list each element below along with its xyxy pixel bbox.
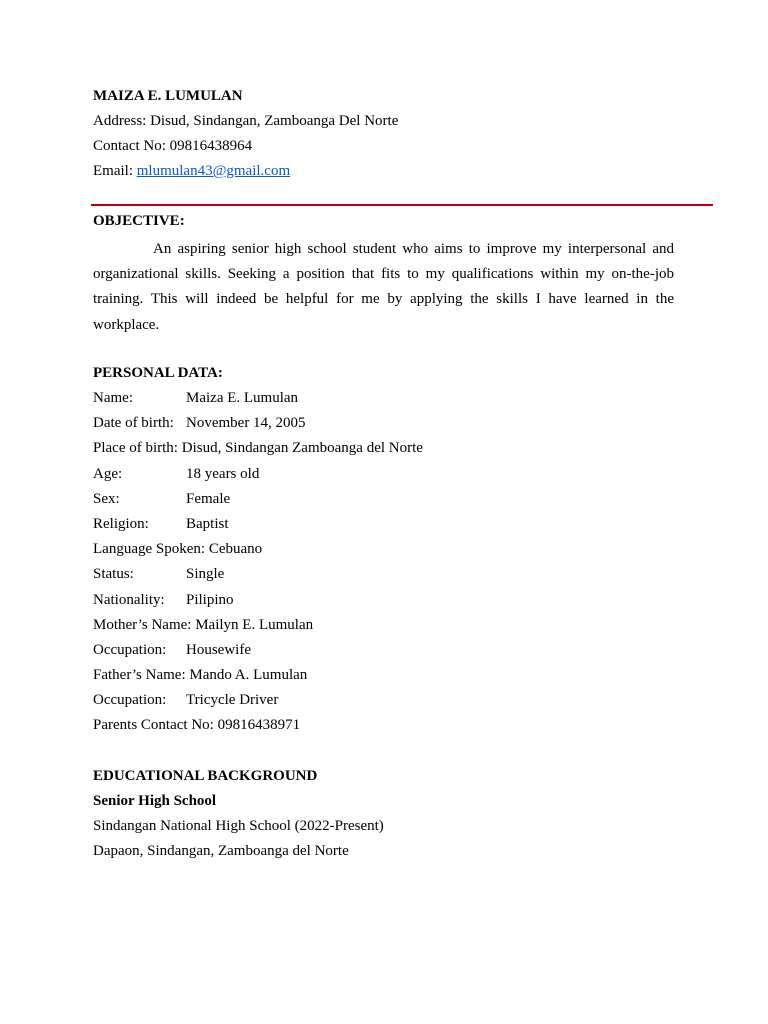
education-school: Sindangan National High School (2022-Present) bbox=[93, 818, 384, 834]
address-label: Address: bbox=[93, 113, 147, 129]
personal-row-language bbox=[93, 539, 262, 559]
language-label: Language Spoken: bbox=[93, 541, 206, 557]
dob-label: Date of birth: bbox=[93, 415, 174, 431]
status-label: Status: bbox=[93, 566, 134, 582]
father-value: Mando A. Lumulan bbox=[189, 667, 308, 683]
personal-row-parents-contact bbox=[93, 715, 300, 735]
pob-value: Disud, Sindangan Zamboanga del Norte bbox=[181, 440, 423, 456]
name-value: Maiza E. Lumulan bbox=[186, 390, 299, 406]
religion-label: Religion: bbox=[93, 516, 149, 532]
header-divider bbox=[91, 204, 713, 206]
personal-row-father bbox=[93, 665, 307, 685]
objective-text: An aspiring senior high school student who aims to improve my interpersonal and organizational skills. Seeking a position that fits to my qualifications within my on-the-job training. This will indeed be helpful for me by applying the skills I have learned in the workplace. bbox=[93, 241, 674, 333]
parents-contact-value: 09816438971 bbox=[217, 717, 301, 733]
status-value: Single bbox=[186, 566, 225, 582]
education-level: Senior High School bbox=[93, 793, 217, 809]
mother-occupation-label: Occupation: bbox=[93, 642, 167, 658]
education-heading: EDUCATIONAL BACKGROUND bbox=[93, 768, 318, 784]
age-label: Age: bbox=[93, 466, 123, 482]
email-line bbox=[93, 161, 290, 181]
dob-value: November 14, 2005 bbox=[186, 415, 306, 431]
personal-row-status bbox=[93, 564, 224, 584]
personal-row-father-occupation bbox=[93, 690, 278, 710]
age-value: 18 years old bbox=[186, 466, 260, 482]
education-location: Dapaon, Sindangan, Zamboanga del Norte bbox=[93, 843, 349, 859]
language-value: Cebuano bbox=[208, 541, 263, 557]
nationality-label: Nationality: bbox=[93, 592, 165, 608]
personal-row-sex bbox=[93, 489, 230, 509]
address-line bbox=[93, 111, 398, 131]
personal-row-religion bbox=[93, 514, 229, 534]
contact-value: 09816438964 bbox=[169, 138, 253, 154]
sex-value: Female bbox=[186, 491, 231, 507]
email-link[interactable]: mlumulan43@gmail.com bbox=[136, 163, 291, 179]
parents-contact-label: Parents Contact No: bbox=[93, 717, 214, 733]
contact-label: Contact No: bbox=[93, 138, 166, 154]
pob-label: Place of birth: bbox=[93, 440, 178, 456]
nationality-value: Pilipino bbox=[186, 592, 234, 608]
personal-row-mother-occupation bbox=[93, 640, 251, 660]
father-label: Father’s Name: bbox=[93, 667, 186, 683]
personal-row-age bbox=[93, 464, 259, 484]
personal-data-heading: PERSONAL DATA: bbox=[93, 365, 223, 381]
name-label: Name: bbox=[93, 390, 133, 406]
email-label: Email: bbox=[93, 163, 133, 179]
applicant-name: MAIZA E. LUMULAN bbox=[93, 88, 243, 104]
personal-row-mother bbox=[93, 615, 313, 635]
sex-label: Sex: bbox=[93, 491, 120, 507]
personal-row-name bbox=[93, 388, 298, 408]
personal-row-dob bbox=[93, 413, 306, 433]
mother-occupation-value: Housewife bbox=[186, 642, 251, 658]
religion-value: Baptist bbox=[186, 516, 229, 532]
contact-line bbox=[93, 136, 252, 156]
father-occupation-label: Occupation: bbox=[93, 692, 167, 708]
father-occupation-value: Tricycle Driver bbox=[186, 692, 279, 708]
address-value: Disud, Sindangan, Zamboanga Del Norte bbox=[150, 113, 399, 129]
personal-row-pob bbox=[93, 438, 423, 458]
mother-label: Mother’s Name: bbox=[93, 617, 192, 633]
mother-value: Mailyn E. Lumulan bbox=[195, 617, 314, 633]
objective-heading: OBJECTIVE: bbox=[93, 213, 185, 229]
personal-row-nationality bbox=[93, 590, 234, 610]
